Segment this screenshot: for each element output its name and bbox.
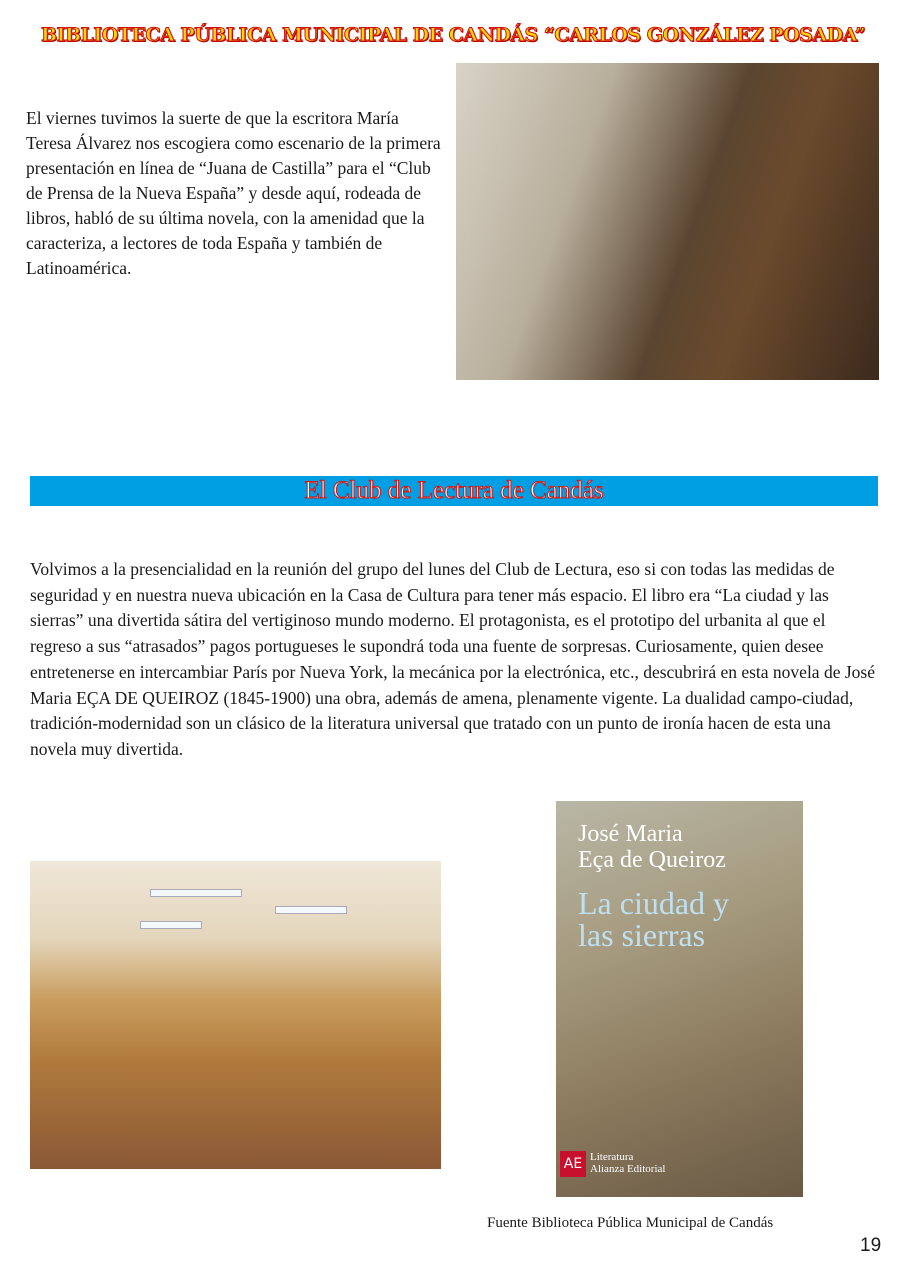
book-title-line: las sierras <box>578 917 706 953</box>
book-series <box>590 1151 665 1175</box>
series-label: Literatura <box>590 1151 634 1163</box>
publisher-label: Alianza Editorial <box>590 1163 666 1175</box>
page-number: 19 <box>860 1235 882 1256</box>
book-author-line: José Maria <box>578 821 683 847</box>
book-title <box>578 887 729 951</box>
book-author <box>578 821 726 873</box>
ceiling-light <box>275 906 347 914</box>
book-cover <box>556 801 803 1197</box>
section-heading: El Club de Lectura de Candás <box>304 477 604 504</box>
section-paragraph: Volvimos a la presencialidad en la reunión del grupo del lunes del Club de Lectura, eso si con todas las medidas de seguridad y en nuestra nueva ubicación en la Casa de Cultura para tener más espacio. El libro era “La ciudad y las sierras” una divertida sátira del vertiginoso mundo moderno. El protagonista, es el prototipo del urbanita al que el regreso a sus “atrasados” pagos portugueses le supondrá toda una fuente de sorpresas. Curiosamente, quien desee entretenerse en intercambiar París por Nueva York, la mecánica por la electrónica, etc., descubrirá en esta novela de José Maria EÇA DE QUEIROZ (1845-1900) una obra, además de amena, plenamente vigente. La dualidad campo-ciudad, tradición-modernidad son un clásico de la literatura universal que tratado con un punto de ironía hacen de esta una novela muy divertida. <box>30 559 875 759</box>
page-header-title: BIBLIOTECA PÚBLICA MUNICIPAL DE CANDÁS “CARLOS GONZÁLEZ POSADA” <box>41 24 865 46</box>
reading-club-meeting-photo <box>30 861 441 1169</box>
intro-paragraph: El viernes tuvimos la suerte de que la escritora María Teresa Álvarez nos escogiera como escenario de la primera presentación en línea de “Juana de Castilla” para el “Club de Prensa de la Nueva España” y desde aquí, rodeada de libros, habló de su última novela, con la amenidad que la caracteriza, a lectores de toda España y también de Latinoamérica. <box>26 108 441 278</box>
publisher-logo-icon: AE <box>560 1151 586 1177</box>
ceiling-light <box>140 921 202 929</box>
ceiling-light <box>150 889 242 897</box>
book-title-line: La ciudad y <box>578 885 730 921</box>
section-banner <box>30 476 878 506</box>
photo-caption: Fuente Biblioteca Pública Municipal de Candás <box>487 1215 774 1231</box>
author-presentation-photo <box>456 63 879 380</box>
book-author-line: Eça de Queiroz <box>578 847 726 873</box>
